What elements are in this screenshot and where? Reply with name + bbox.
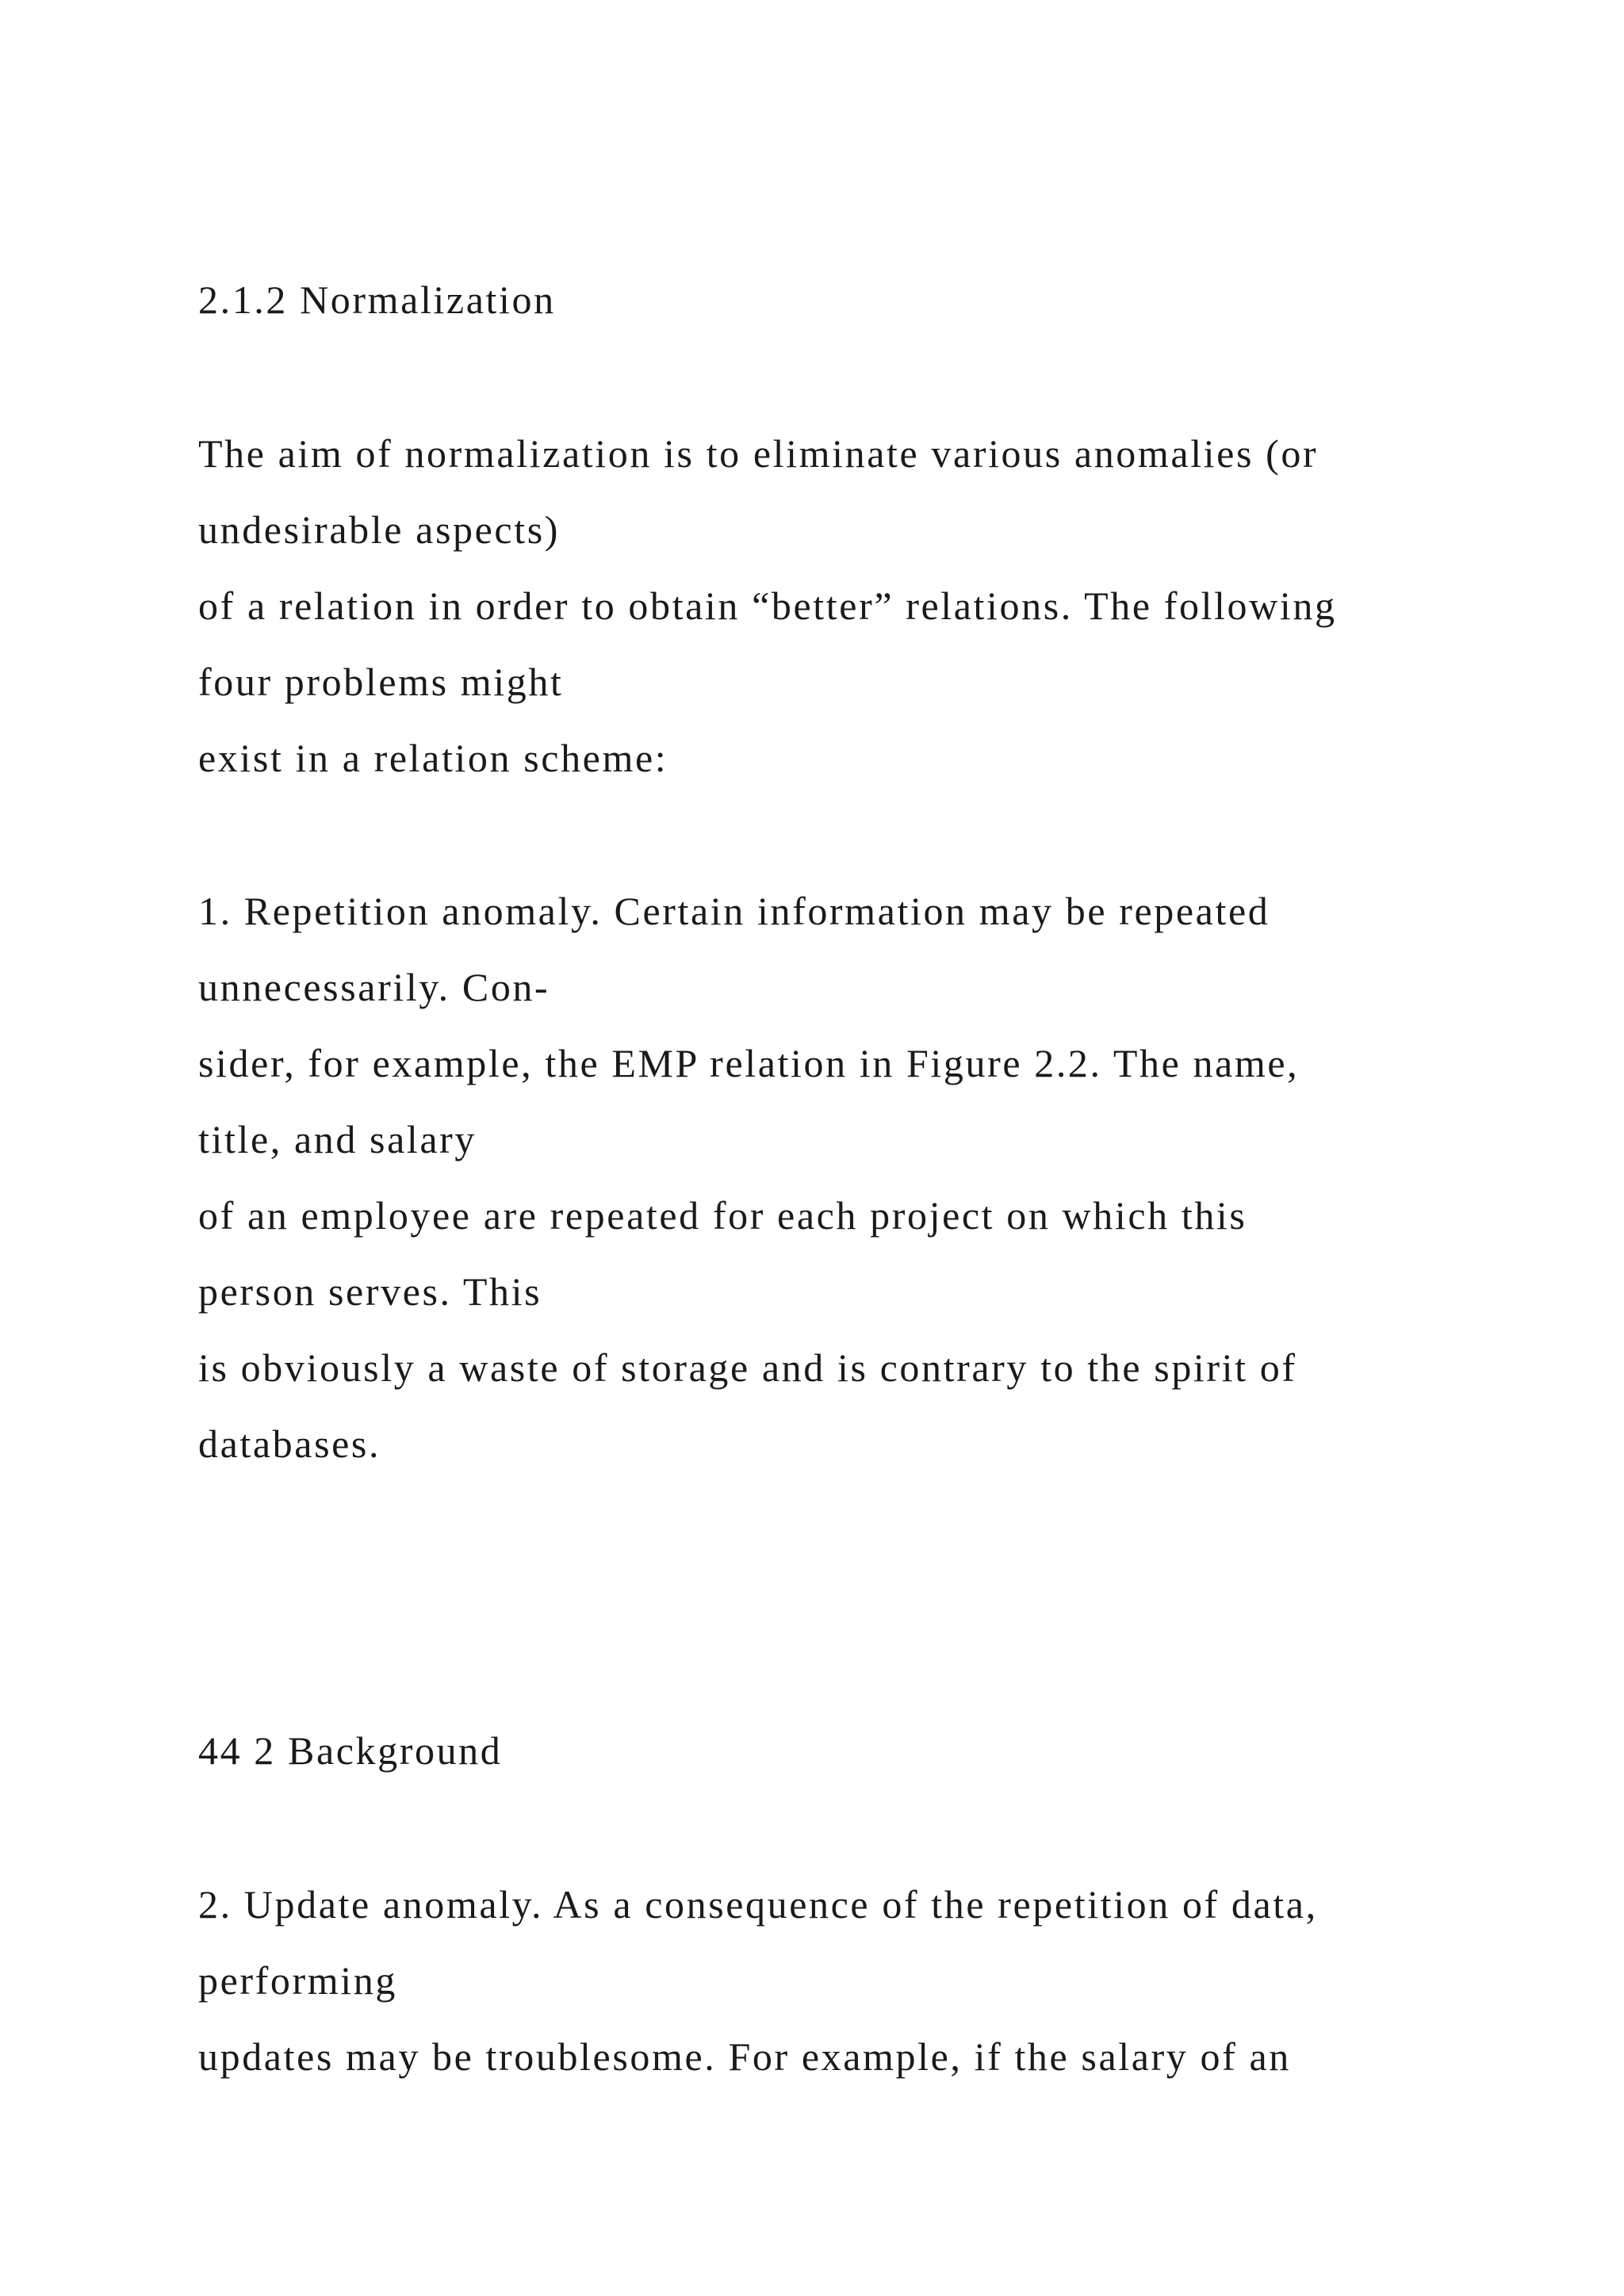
paragraph-1-line-3: of a relation in order to obtain “better” relations. The following [198, 584, 1337, 628]
item-2-line-1: 2. Update anomaly. As a consequence of the repetition of data, [198, 1882, 1318, 1927]
item-1-line-3: sider, for example, the EMP relation in Figure 2.2. The name, [198, 1041, 1300, 1085]
item-1-line-7: is obviously a waste of storage and is contrary to the spirit of [198, 1345, 1297, 1390]
item-1-line-1: 1. Repetition anomaly. Certain information may be repeated [198, 889, 1270, 933]
item-1-line-2: unnecessarily. Con- [198, 965, 550, 1009]
paragraph-1-line-2: undesirable aspects) [198, 507, 561, 552]
paragraph-1-line-4: four problems might [198, 660, 564, 704]
item-2-line-2: performing [198, 1958, 397, 2003]
item-1-line-8: databases. [198, 1422, 381, 1466]
paragraph-1-line-1: The aim of normalization is to eliminate various anomalies (or [198, 431, 1319, 476]
item-1-line-6: person serves. This [198, 1269, 542, 1314]
section-heading: 2.1.2 Normalization [198, 277, 556, 322]
item-1-line-5: of an employee are repeated for each project on which this [198, 1193, 1247, 1238]
paragraph-1-line-5: exist in a relation scheme: [198, 736, 668, 780]
page-header: 44 2 Background [198, 1728, 503, 1773]
item-2-line-3: updates may be troublesome. For example, if the salary of an [198, 2034, 1291, 2079]
item-1-line-4: title, and salary [198, 1117, 477, 1161]
